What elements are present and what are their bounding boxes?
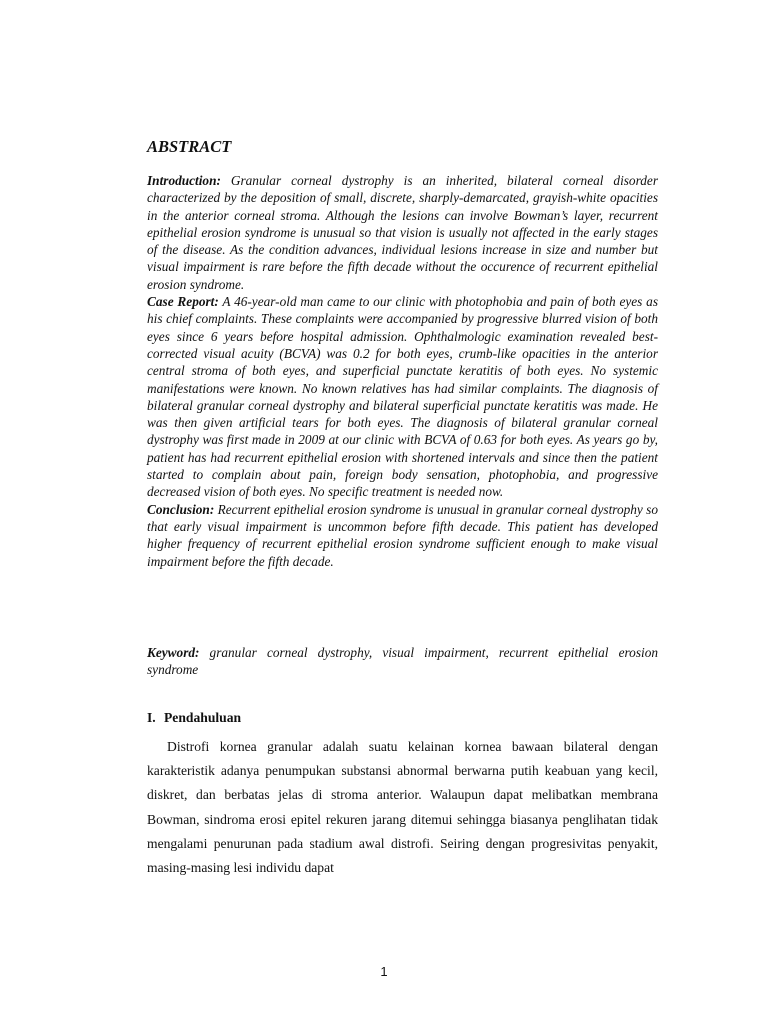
conclusion-label: Conclusion: [147, 501, 215, 517]
section-title: Pendahuluan [164, 710, 242, 725]
abstract-conclusion [147, 501, 658, 570]
abstract-heading: ABSTRACT [147, 137, 232, 156]
abstract-keywords [147, 644, 658, 679]
abstract-body [147, 172, 658, 570]
keyword-text: granular corneal dystrophy, visual impairment, recurrent epithelial erosion syndrome [147, 645, 658, 678]
introduction-text: Granular corneal dystrophy is an inherited, bilateral corneal disorder characterized by the deposition of small, discrete, sharply-demarcated, grayish-white opacities in the anterior corneal stroma. Although the lesions can involve Bowman’s layer, recurrent epithelial erosion syndrome is unusual so that vision is usually not affected in the early stages of the disease. As the condition advances, individual lesions increase in size and number but visual impairment is rare before the fifth decade without the occurence of recurrent epithelial erosion syndrome. [147, 173, 658, 292]
section-paragraph: Distrofi kornea granular adalah suatu kelainan kornea bawaan bilateral dengan karakteristik adanya penumpukan substansi abnormal berwarna putih keabuan yang kecil, diskret, dan berbatas jelas di stroma anterior. Walaupun dapat melibatkan membrana Bowman, sindroma erosi epitel rekuren jarang ditemui sehingga biasanya penglihatan tidak mengalami penurunan pada stadium awal distrofi. Seiring dengan progresivitas penyakit, masing-masing lesi individu dapat [147, 739, 658, 876]
page-number: 1 [380, 964, 388, 979]
abstract-introduction [147, 172, 658, 293]
case-report-text: A 46-year-old man came to our clinic with photophobia and pain of both eyes as his chief complaints. These complaints were accompanied by progressive blurred vision of both eyes since 6 years before hospital admission. Ophthalmologic examination revealed best-corrected visual acuity (BCVA) was 0.2 for both eyes, crumb-like opacities in the anterior central stroma of both eyes, and superficial punctate keratitis of both eyes. No systemic manifestations were known. No known relatives has had similar complaints. The diagnosis of bilateral granular corneal dystrophy and bilateral superficial punctate keratitis was made. He was then given artificial tears for both eyes. The diagnosis of bilateral granular corneal dystrophy was first made in 2009 at our clinic with BCVA of 0.63 for both eyes. As years go by, patient has had recurrent epithelial erosion with shortened intervals and since then the patient started to complain about pain, foreign body sensation, photophobia, and progressive decreased vision of both eyes. No specific treatment is needed now. [147, 294, 658, 500]
introduction-label: Introduction: [147, 173, 221, 188]
abstract-case-report [147, 293, 658, 501]
case-report-label: Case Report: [147, 294, 219, 310]
section-heading [147, 710, 241, 726]
section-number: I. [147, 710, 156, 725]
conclusion-text: Recurrent epithelial erosion syndrome is unusual in granular corneal dystrophy so that early visual impairment is uncommon before fifth decade. This patient has developed higher frequency of recurrent epithelial erosion syndrome sufficient enough to make visual impairment before the fifth decade. [147, 501, 658, 569]
keyword-label: Keyword: [147, 645, 200, 660]
